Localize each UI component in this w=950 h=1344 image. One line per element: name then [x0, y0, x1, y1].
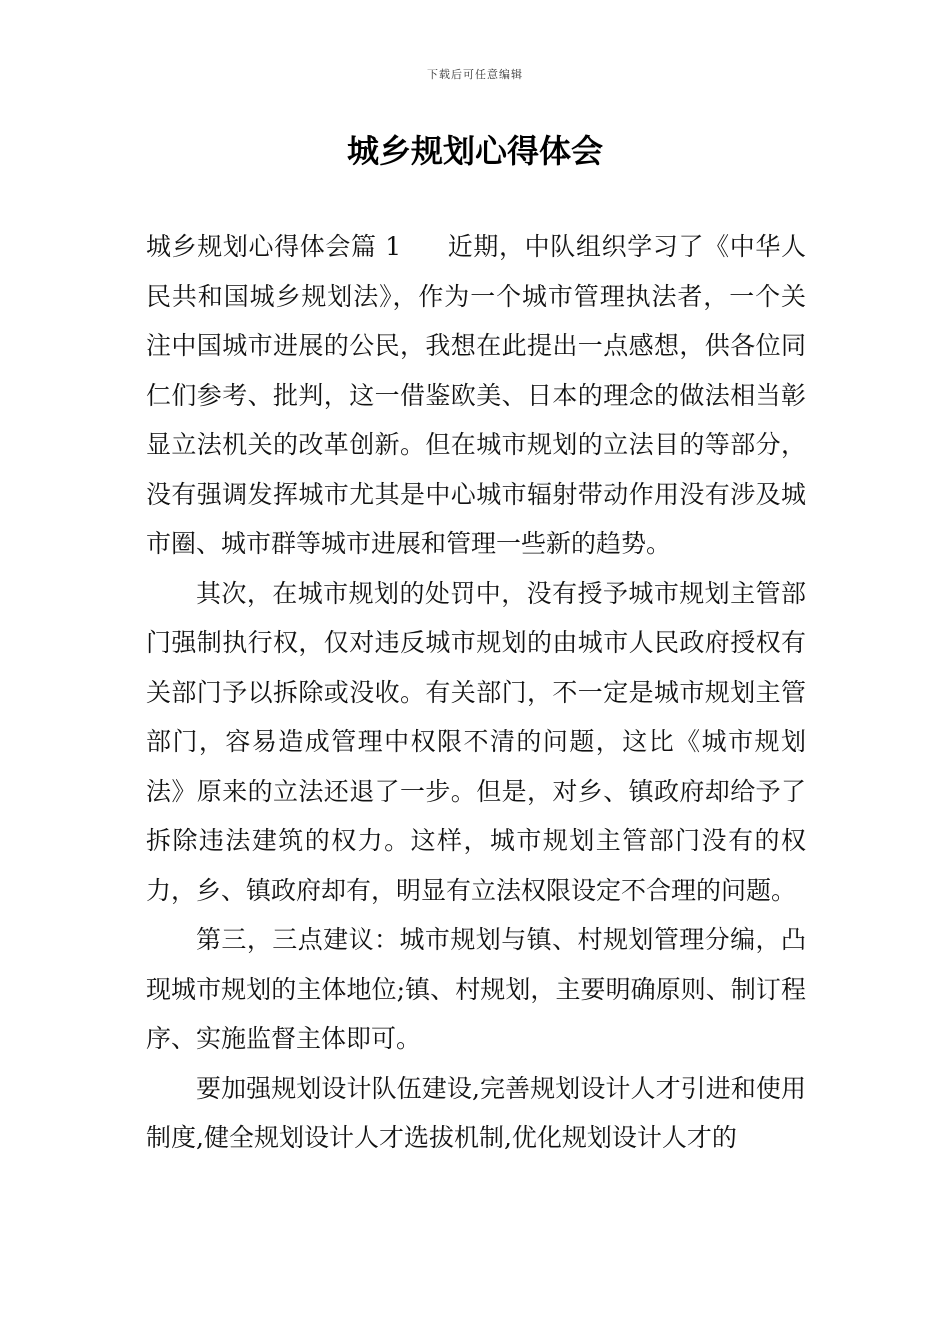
paragraph-text: 近期，中队组织学习了《中华人民共和国城乡规划法》，作为一个城市管理执法者，一个关注中国城市进展的公民，我想在此提出一点感想，供各位同仁们参考、批判，这一借鉴欧美、日本的理念的做法相当彰显立法机关的改革创新。但在城市规划的立法目的等部分，没有强调发挥城市尤其是中心城市辐射带动作用没有涉及城市圈、城市群等城市进展和管理一些新的趋势。 — [146, 232, 806, 558]
paragraph-4: 要加强规划设计队伍建设,完善规划设计人才引进和使用制度,健全规划设计人才选拔机制,优化规划设计人才的 — [146, 1073, 806, 1152]
paragraph-3: 第三，三点建议：城市规划与镇、村规划管理分编，凸现城市规划的主体地位;镇、村规划，主要明确原则、制订程序、实施监督主体即可。 — [146, 925, 806, 1053]
section-label: 城乡规划心得体会篇 1 — [146, 232, 402, 261]
header-note: 下载后可任意编辑 — [427, 68, 523, 81]
document-body — [146, 222, 806, 1163]
document-title: 城乡规划心得体会 — [346, 132, 603, 170]
paragraph-2: 其次，在城市规划的处罚中，没有授予城市规划主管部门强制执行权，仅对违反城市规划的由城市人民政府授权有关部门予以拆除或没收。有关部门，不一定是城市规划主管部门，容易造成管理中权限不清的问题，这比《城市规划法》原来的立法还退了一步。但是，对乡、镇政府却给予了拆除违法建筑的权力。这样，城市规划主管部门没有的权力，乡、镇政府却有，明显有立法权限设定不合理的问题。 — [146, 578, 806, 905]
paragraph-1 — [146, 222, 806, 569]
